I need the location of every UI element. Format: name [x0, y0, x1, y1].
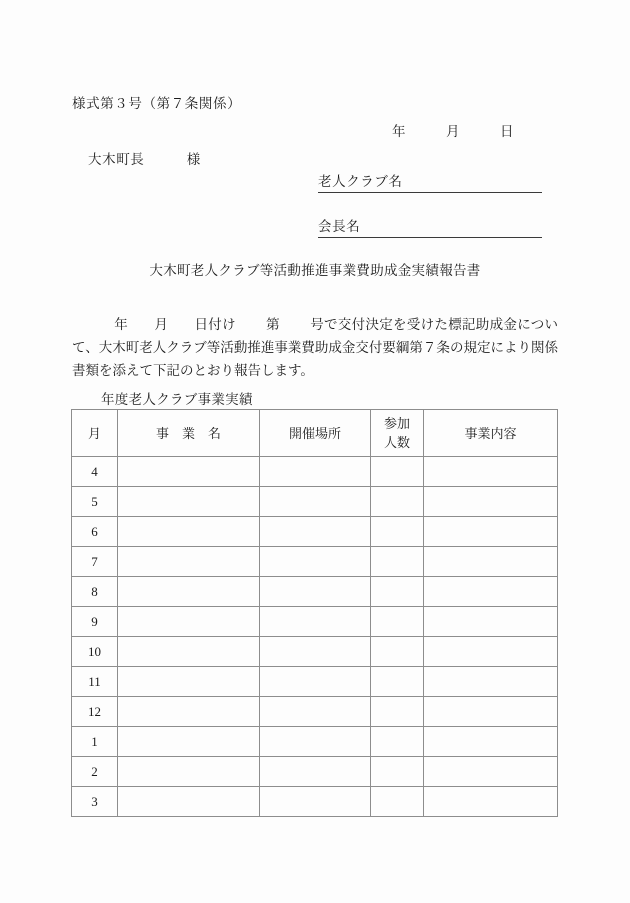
cell-business-content[interactable] — [424, 727, 558, 757]
cell-business-content[interactable] — [424, 547, 558, 577]
body-line3: 係書類を添えて下記のとおり報告します。 — [72, 340, 558, 378]
business-record-table — [71, 409, 558, 817]
header-business-name: 事 業 名 — [118, 410, 260, 457]
cell-business-content[interactable] — [424, 487, 558, 517]
cell-participants[interactable] — [371, 457, 424, 487]
table-row — [72, 637, 558, 667]
table-row — [72, 727, 558, 757]
header-business-content: 事業内容 — [424, 410, 558, 457]
body-line1-rest: 号で交付決定を受けた標記助成金につい — [309, 317, 559, 332]
cell-month: 3 — [72, 787, 118, 817]
header-month: 月 — [72, 410, 118, 457]
cell-business-name[interactable] — [118, 787, 260, 817]
cell-participants[interactable] — [371, 487, 424, 517]
cell-business-content[interactable] — [424, 457, 558, 487]
table-row — [72, 517, 558, 547]
cell-month: 4 — [72, 457, 118, 487]
cell-business-name[interactable] — [118, 577, 260, 607]
cell-business-content[interactable] — [424, 607, 558, 637]
header-venue: 開催場所 — [260, 410, 371, 457]
table-row — [72, 697, 558, 727]
date-entry-line: 年 月 日 — [392, 124, 514, 139]
cell-participants[interactable] — [371, 517, 424, 547]
cell-month: 10 — [72, 637, 118, 667]
body-line2: て、大木町老人クラブ等活動推進事業費助成金交付要綱第７条の規定により関 — [72, 340, 545, 355]
cell-business-name[interactable] — [118, 637, 260, 667]
document-title: 大木町老人クラブ等活動推進事業費助成金実績報告書 — [149, 263, 481, 278]
cell-business-name[interactable] — [118, 667, 260, 697]
cell-participants[interactable] — [371, 607, 424, 637]
table-caption: 年度老人クラブ事業実績 — [101, 392, 253, 407]
cell-business-content[interactable] — [424, 667, 558, 697]
cell-venue[interactable] — [260, 547, 371, 577]
table-header — [72, 410, 558, 457]
body-year-label: 年 — [114, 317, 129, 332]
cell-participants[interactable] — [371, 787, 424, 817]
cell-business-name[interactable] — [118, 697, 260, 727]
table-row — [72, 787, 558, 817]
cell-business-name[interactable] — [118, 517, 260, 547]
table-row — [72, 577, 558, 607]
cell-venue[interactable] — [260, 607, 371, 637]
table-row — [72, 667, 558, 697]
body-month-label: 月 — [154, 317, 169, 332]
club-name-field[interactable]: 老人クラブ名 — [318, 170, 542, 193]
form-number: 様式第３号（第７条関係） — [72, 96, 242, 111]
cell-month: 11 — [72, 667, 118, 697]
table-row — [72, 757, 558, 787]
cell-venue[interactable] — [260, 517, 371, 547]
header-participants — [371, 410, 424, 457]
table-row — [72, 547, 558, 577]
cell-month: 1 — [72, 727, 118, 757]
cell-business-name[interactable] — [118, 457, 260, 487]
cell-business-content[interactable] — [424, 697, 558, 727]
cell-month: 12 — [72, 697, 118, 727]
header-participants-line2: 人数 — [383, 435, 410, 450]
cell-venue[interactable] — [260, 457, 371, 487]
body-number-prefix: 第 — [265, 317, 280, 332]
cell-participants[interactable] — [371, 757, 424, 787]
cell-month: 8 — [72, 577, 118, 607]
cell-business-content[interactable] — [424, 757, 558, 787]
cell-month: 6 — [72, 517, 118, 547]
header-participants-line1: 参加 — [383, 416, 410, 431]
table-row — [72, 607, 558, 637]
cell-venue[interactable] — [260, 787, 371, 817]
cell-business-name[interactable] — [118, 607, 260, 637]
cell-business-name[interactable] — [118, 727, 260, 757]
cell-month: 5 — [72, 487, 118, 517]
cell-participants[interactable] — [371, 547, 424, 577]
cell-month: 7 — [72, 547, 118, 577]
table-body — [72, 457, 558, 817]
cell-business-name[interactable] — [118, 547, 260, 577]
chairman-name-field[interactable]: 会長名 — [318, 215, 542, 238]
table-row — [72, 457, 558, 487]
cell-venue[interactable] — [260, 757, 371, 787]
cell-venue[interactable] — [260, 487, 371, 517]
cell-participants[interactable] — [371, 697, 424, 727]
cell-business-name[interactable] — [118, 757, 260, 787]
cell-business-content[interactable] — [424, 787, 558, 817]
body-dated-label: 日付け — [194, 317, 236, 332]
cell-venue[interactable] — [260, 667, 371, 697]
cell-participants[interactable] — [371, 727, 424, 757]
cell-business-content[interactable] — [424, 517, 558, 547]
cell-business-name[interactable] — [118, 487, 260, 517]
cell-business-content[interactable] — [424, 637, 558, 667]
cell-business-content[interactable] — [424, 577, 558, 607]
cell-month: 2 — [72, 757, 118, 787]
cell-venue[interactable] — [260, 727, 371, 757]
cell-participants[interactable] — [371, 667, 424, 697]
cell-month: 9 — [72, 607, 118, 637]
addressee-line: 大木町長 様 — [88, 152, 201, 167]
cell-participants[interactable] — [371, 577, 424, 607]
cell-participants[interactable] — [371, 637, 424, 667]
cell-venue[interactable] — [260, 637, 371, 667]
cell-venue[interactable] — [260, 577, 371, 607]
cell-venue[interactable] — [260, 697, 371, 727]
table-row — [72, 487, 558, 517]
body-paragraph — [72, 313, 558, 382]
table-header-row — [72, 410, 558, 457]
